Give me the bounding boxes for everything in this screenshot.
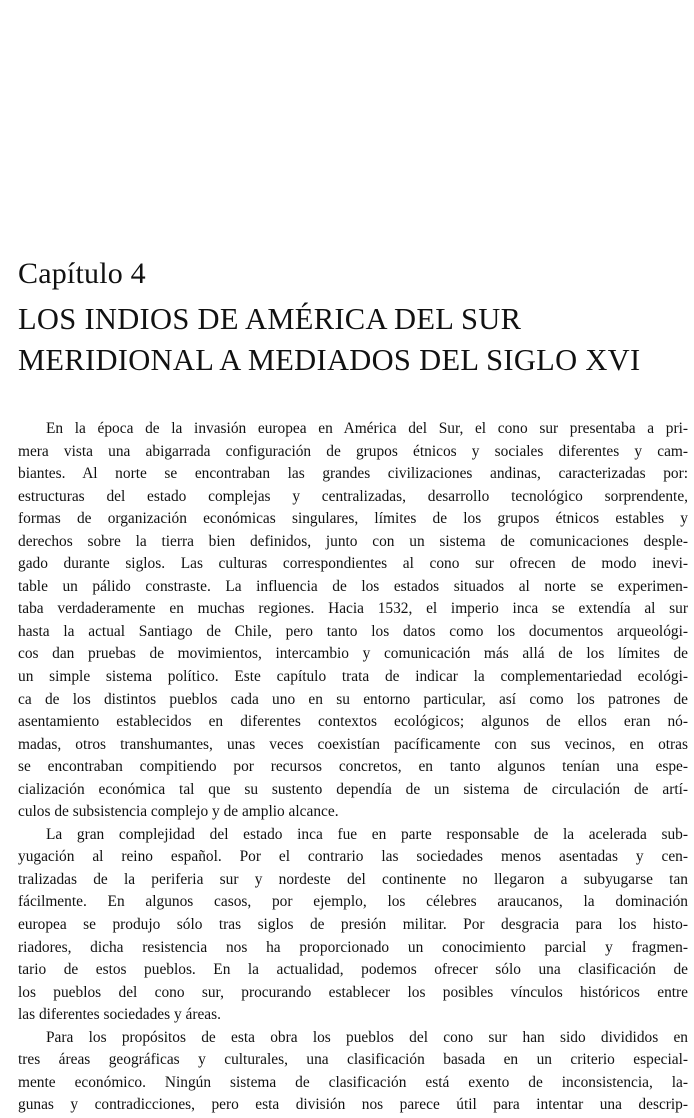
paragraph-line: hasta la actual Santiago de Chile, pero tanto los datos como los documentos arqueológi-	[18, 622, 688, 640]
paragraph-line: gunas y contradicciones, pero esta división nos parece útil para intentar una descrip-	[18, 1096, 688, 1114]
paragraph-line: culos de subsistencia complejo y de amplio alcance.	[18, 803, 339, 821]
paragraph-line: europea se produjo sólo tras siglos de presión militar. Por desgracia para los histo-	[18, 916, 688, 934]
paragraph	[18, 824, 688, 1027]
paragraph-line: tario de estos pueblos. En la actualidad, podemos ofrecer sólo una clasificación de	[18, 961, 688, 979]
paragraph-line: los pueblos del cono sur, procurando establecer los posibles vínculos históricos entre	[18, 983, 688, 1001]
chapter-body-text	[18, 418, 688, 1117]
paragraph-line: biantes. Al norte se encontraban las grandes civilizaciones andinas, caracterizadas por:	[18, 465, 688, 483]
paragraph-line: gado durante siglos. Las culturas correspondientes al cono sur ofrecen de modo inevi-	[18, 555, 688, 573]
paragraph-line: Para los propósitos de esta obra los pueblos del cono sur han sido divididos en	[46, 1028, 688, 1046]
paragraph-line: mera vista una abigarrada configuración de grupos étnicos y sociales diferentes y cam-	[18, 442, 688, 460]
paragraph-line: La gran complejidad del estado inca fue en parte responsable de la acelerada sub-	[46, 825, 688, 843]
paragraph-line: yugación al reino español. Por el contrario las sociedades menos asentadas y cen-	[18, 848, 688, 866]
chapter-label: Capítulo 4	[18, 257, 146, 290]
paragraph-line: riadores, dicha resistencia nos ha proporcionado un conocimiento parcial y fragmen-	[18, 938, 688, 956]
chapter-title-line: MERIDIONAL A MEDIADOS DEL SIGLO XVI	[18, 343, 641, 377]
paragraph-line: En la época de la invasión europea en América del Sur, el cono sur presentaba a pri-	[46, 420, 688, 437]
paragraph-line: madas, otros transhumantes, unas veces coexistían pacíficamente con sus vecinos, en otras	[18, 735, 688, 753]
paragraph-line: cos dan pruebas de movimientos, intercambio y comunicación más allá de los límites de	[18, 645, 688, 663]
paragraph-line: cialización económica tal que su sustento dependía de un sistema de circulación de artí-	[18, 780, 688, 798]
paragraph-line: las diferentes sociedades y áreas.	[18, 1006, 221, 1024]
paragraph-line: derechos sobre la tierra bien definidos, junto con un sistema de comunicaciones desple-	[18, 532, 688, 550]
paragraph-line: table un pálido constraste. La influencia de los estados situados al norte se experimen-	[18, 577, 688, 595]
chapter-title-line: LOS INDIOS DE AMÉRICA DEL SUR	[18, 302, 522, 336]
paragraph-line: un simple sistema político. Este capítulo trata de indicar la complementariedad ecológi-	[18, 668, 688, 686]
paragraph-line: ca de los distintos pueblos cada uno en su entorno particular, así como los patrones de	[18, 690, 688, 708]
paragraph-line: estructuras del estado complejas y centralizadas, desarrollo tecnológico sorprendente,	[18, 487, 688, 505]
paragraph-line: mente económico. Ningún sistema de clasificación está exento de inconsistencia, la-	[18, 1073, 688, 1091]
paragraph-line: formas de organización económicas singulares, límites de los grupos étnicos estables y	[18, 510, 688, 528]
paragraph-line: tralizadas de la periferia sur y nordeste del continente no llegaron a subyugarse tan	[18, 870, 688, 888]
paragraph	[18, 1027, 688, 1117]
paragraph-line: fácilmente. En algunos casos, por ejemplo, los célebres araucanos, la dominación	[18, 893, 688, 911]
chapter-title	[18, 299, 688, 381]
paragraph-line: tres áreas geográficas y culturales, una clasificación basada en un criterio especial-	[18, 1051, 688, 1069]
paragraph-line: taba verdaderamente en muchas regiones. Hacia 1532, el imperio inca se extendía al sur	[18, 600, 688, 618]
paragraph	[18, 418, 688, 824]
paragraph-line: asentamiento establecidos en diferentes contextos ecológicos; algunos de ellos eran nó-	[18, 713, 688, 731]
paragraph-line: se encontraban compitiendo por recursos concretos, en tanto algunos tenían una espe-	[18, 758, 688, 776]
